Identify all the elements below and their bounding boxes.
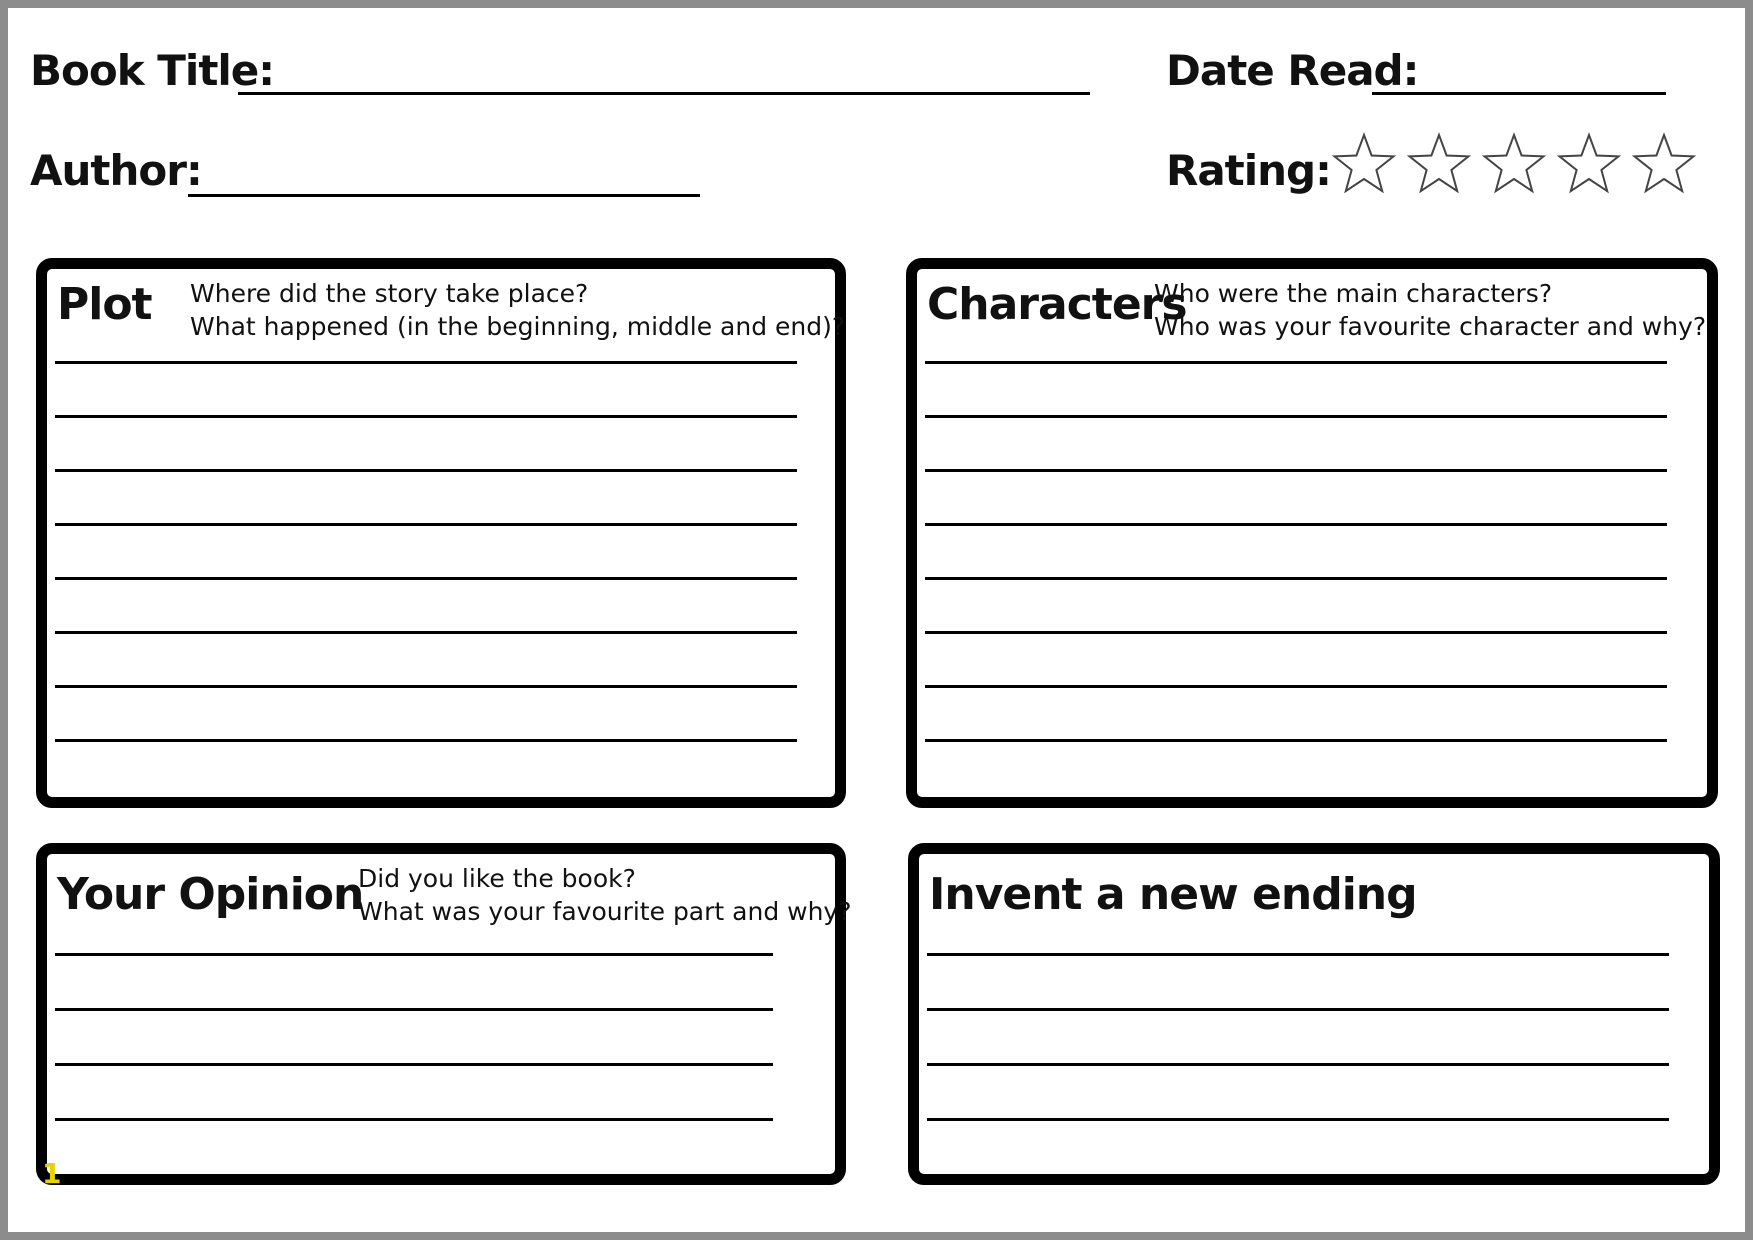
star-outline-icon[interactable] (1635, 135, 1694, 191)
opinion-writing-line[interactable] (55, 1063, 773, 1066)
ending-writing-line[interactable] (927, 1008, 1669, 1011)
date-read-label: Date Read: (1166, 46, 1419, 95)
characters-prompt-line: Who was your favourite character and why? (1154, 312, 1707, 341)
ending-writing-line[interactable] (927, 1063, 1669, 1066)
characters-writing-line[interactable] (925, 523, 1667, 526)
rating-label: Rating: (1166, 146, 1331, 195)
date-read-field[interactable] (1372, 92, 1666, 95)
author-field[interactable] (188, 194, 700, 197)
book-title-label: Book Title: (30, 46, 275, 95)
plot-writing-line[interactable] (55, 577, 797, 580)
plot-writing-line[interactable] (55, 685, 797, 688)
ending-writing-line[interactable] (927, 953, 1669, 956)
plot-title: Plot (57, 279, 152, 330)
characters-panel (906, 258, 1718, 808)
plot-writing-line[interactable] (55, 631, 797, 634)
plot-writing-line[interactable] (55, 469, 797, 472)
plot-prompt-line: What happened (in the beginning, middle and end)? (190, 312, 846, 341)
author-label: Author: (30, 146, 202, 195)
characters-writing-line[interactable] (925, 631, 1667, 634)
plot-prompt (190, 277, 845, 343)
characters-writing-line[interactable] (925, 577, 1667, 580)
opinion-prompt-line: What was your favourite part and why? (358, 897, 852, 926)
opinion-writing-line[interactable] (55, 1118, 773, 1121)
star-outline-icon[interactable] (1485, 135, 1544, 191)
ending-title: Invent a new ending (929, 869, 1417, 920)
book-title-field[interactable] (238, 92, 1090, 95)
characters-title: Characters (927, 279, 1187, 330)
opinion-title: Your Opinion (57, 869, 364, 920)
plot-writing-line[interactable] (55, 739, 797, 742)
plot-panel (36, 258, 846, 808)
characters-writing-line[interactable] (925, 361, 1667, 364)
characters-writing-line[interactable] (925, 415, 1667, 418)
characters-writing-line[interactable] (925, 469, 1667, 472)
characters-writing-line[interactable] (925, 739, 1667, 742)
characters-writing-line[interactable] (925, 685, 1667, 688)
star-outline-icon[interactable] (1335, 135, 1394, 191)
opinion-prompt-line: Did you like the book? (358, 864, 636, 893)
characters-prompt (1154, 277, 1706, 343)
plot-prompt-line: Where did the story take place? (190, 279, 589, 308)
corner-mark: 1 (42, 1157, 62, 1190)
star-outline-icon[interactable] (1410, 135, 1469, 191)
opinion-panel (36, 843, 852, 1185)
rating-stars[interactable] (1330, 132, 1710, 198)
characters-prompt-line: Who were the main characters? (1154, 279, 1553, 308)
opinion-prompt (358, 862, 852, 928)
opinion-writing-line[interactable] (55, 1008, 773, 1011)
opinion-writing-line[interactable] (55, 953, 773, 956)
ending-writing-line[interactable] (927, 1118, 1669, 1121)
star-outline-icon[interactable] (1560, 135, 1619, 191)
ending-panel (908, 843, 1720, 1185)
plot-writing-line[interactable] (55, 415, 797, 418)
plot-writing-line[interactable] (55, 523, 797, 526)
plot-writing-line[interactable] (55, 361, 797, 364)
